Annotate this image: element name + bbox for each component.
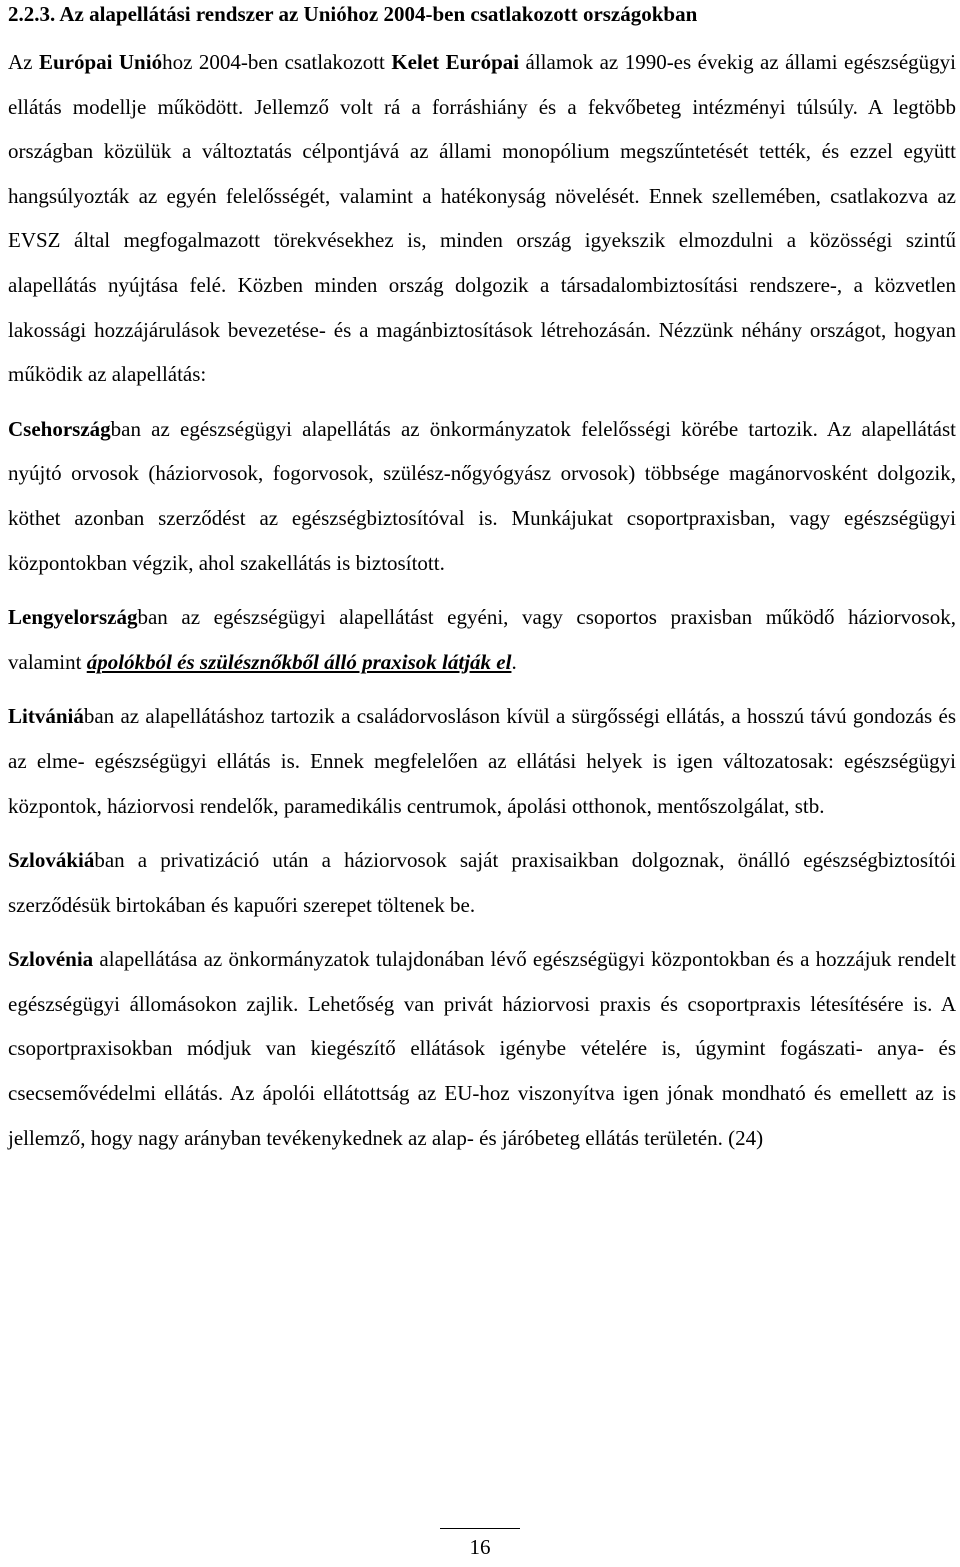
intro-text-3: államok az 1990-es évekig az állami egészségügyi ellátás modellje működött. Jellemző volt rá a forráshiány és a fekvőbeteg intézményi túlsúly. A legtöbb országban közülük a változtatás célpontjává az állami monopólium megszűntetését tették, és ezzel együtt hangsúlyozták az egyén felelősségét, valamint a hatékonyság növelését. Ennek szellemében, csatlakozva az EVSZ által megfogalmazott törekvésekhez is, minden ország igyekszik elmozdulni a közösségi szintű alapellátás nyújtása felé. Közben minden ország dolgozik a társadalombiztosítási rendszere-, a közvetlen lakossági hozzájárulások bevezetése- és a magánbiztosítások létrehozásán. Nézzünk néhány országot, hogyan működik az alapellátás: [8,50,956,387]
page-number: 16 [469,1535,491,1559]
slovenia-paragraph [8,937,956,1160]
slovakia-text: ban a privatizáció után a háziorvosok saját praxisaikban dolgoznak, önálló egészségbiztosítói szerződésük birtokában és kapuőri szerepet töltenek be. [8,848,956,917]
poland-emphasis: ápolókból és szülésznőkből álló praxisok látják el [86,649,512,674]
section-heading [8,0,956,28]
section-number: 2.2.3. [8,2,56,26]
intro-paragraph [8,40,956,397]
lithuania-paragraph [8,694,956,828]
country-name-poland: Lengyelország [8,605,138,630]
czech-paragraph [8,407,956,585]
section-title: Az alapellátási rendszer az Unióhoz 2004-ben csatlakozott országokban [59,2,698,26]
czech-text: ban az egészségügyi alapellátás az önkormányzatok felelősségi körébe tartozik. Az alapellátást nyújtó orvosok (háziorvosok, fogorvosok, szülész-nőgyógyász orvosok) többsége magánorvosként dolgozik, köthet azonban szerződést az egészségbiztosítóval is. Munkájukat csoportpraxisban, vagy egészségügyi központokban végzik, ahol szakellátás is biztosított. [8,416,956,575]
footer-rule [440,1528,520,1529]
country-name-czech: Csehország [8,416,111,441]
document-page [8,0,956,1160]
slovenia-text: alapellátása az önkormányzatok tulajdonában lévő egészségügyi központokban és a hozzájuk rendelt egészségügyi állomásokon zajlik. Lehetőség van privát háziorvosi praxis és csoportpraxis létesítésére is. A csoportpraxisokban módjuk van kiegészítő ellátások igénybe vételére is, úgymint fogászati- anya- és csecsemővédelmi ellátás. Az ápolói ellátottság az EU-hoz viszonyítva igen jónak mondható és emellett az is jellemző, hogy nagy arányban tevékenykednek az alap- és járóbeteg ellátás területén. (24) [8,947,956,1150]
poland-text-2: . [511,649,517,674]
lithuania-text: ban az alapellátáshoz tartozik a családorvosláson kívül a sürgősségi ellátás, a hosszú távú gondozás és az elme- egészségügyi ellátás is. Ennek megfelelően az ellátási helyek is igen változatosak: egészségügyi központok, háziorvosi rendelők, paramedikális centrumok, ápolási otthonok, mentőszolgálat, stb. [8,704,956,818]
poland-paragraph [8,595,956,684]
intro-text-2: hoz 2004-ben csatlakozott [162,50,392,74]
country-name-lithuania: Litvániá [8,704,84,729]
poland-text-1: ban az egészségügyi alapellátást egyéni, vagy csoportos praxisban működő háziorvosok, valamint [8,605,956,674]
intro-text-1: Az [8,50,39,74]
country-name-slovenia: Szlovénia [8,947,94,972]
intro-bold-eu: Európai Unió [38,50,163,74]
country-name-slovakia: Szlovákiá [8,848,95,873]
slovakia-paragraph [8,838,956,927]
intro-bold-east-europe: Kelet Európai [391,50,520,74]
